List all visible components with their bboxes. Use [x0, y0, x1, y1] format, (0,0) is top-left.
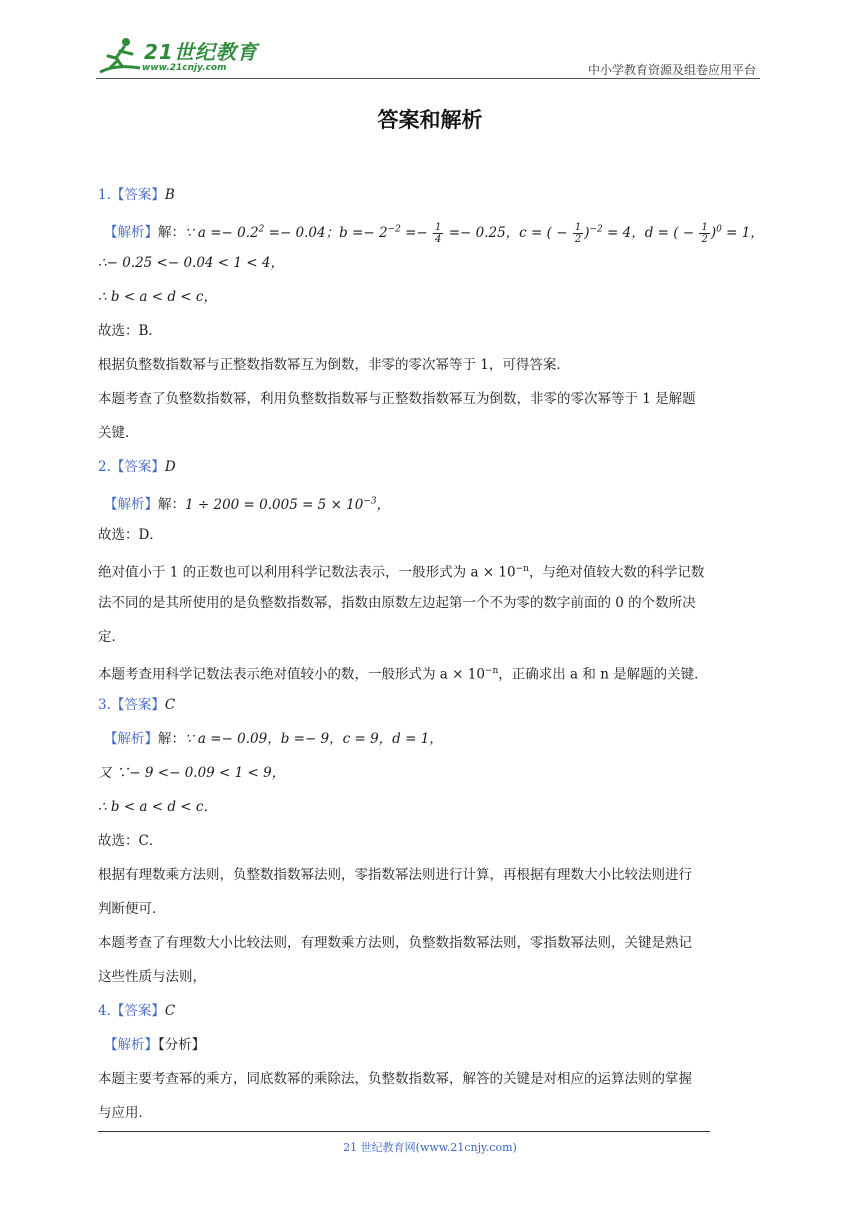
text-line: 本题考查了有理数大小比较法则，有理数乘方法则，负整数指数幂法则，零指数幂法则，关键是熟记	[98, 935, 692, 951]
question-2-answer: 2.【答案】D	[98, 459, 176, 475]
text-line: 关键．	[98, 425, 139, 441]
site-logo	[96, 34, 266, 78]
logo-url: www.21cnjy.com	[142, 63, 227, 73]
text-line: 本题考查了负整数指数幂，利用负整数指数幂与正整数指数幂互为倒数，非零的零次幂等于 1 是解题	[98, 391, 696, 407]
question-4-analysis: 【解析】【分析】	[104, 1037, 206, 1053]
text-line: 定．	[98, 629, 125, 645]
fraction: $\frac{1}{2}$	[574, 221, 582, 245]
text-line: 判断便可．	[98, 901, 166, 917]
question-1-answer: 1.【答案】B	[98, 187, 175, 203]
text-line: 本题考查用科学记数法表示绝对值较小的数，一般形式为 $a \times 10^{-n}$，正确求出 a 和 n 是解题的关键．	[98, 666, 708, 683]
fraction: $\frac{1}{2}$	[701, 221, 708, 245]
text-line: 根据负整数指数幂与正整数指数幂互为倒数，非零的零次幂等于 1，可得答案．	[98, 357, 570, 373]
runner-logo-icon	[96, 34, 144, 78]
text-line: 根据有理数乘方法则，负整数指数幂法则，零指数幂法则进行计算，再根据有理数大小比较法则进行	[98, 867, 692, 883]
text-line: 故选：C．	[98, 833, 163, 849]
question-1-analysis: 【解析】解：∵ $a =- 0.2^2 =- 0.04$；$b =- 2^{-2}$ =− $\frac{1}{4}$ =− 0.25，c = ( − $\frac{1}{2}$ )$^{-2}$ = 4，d = ( − $\frac{1}{2}$ )$^0$ = 1，	[104, 221, 764, 245]
platform-name: 中小学教育资源及组卷应用平台	[587, 63, 756, 77]
text-line: ∴ b < a < d < c，	[98, 289, 217, 305]
header-divider	[96, 78, 760, 79]
text-line: ∴ b < a < d < c．	[98, 799, 217, 815]
text-line: 故选：D．	[98, 527, 163, 543]
question-2-analysis: 【解析】解：$1 \div 200 = 0.005 = 5 \times 10^{-3}$，	[104, 496, 391, 513]
fraction: $\frac{1}{4}$	[435, 221, 442, 245]
text-line: 故选：B．	[98, 323, 162, 339]
question-4-answer: 4.【答案】C	[98, 1003, 176, 1019]
question-3-answer: 3.【答案】C	[98, 697, 176, 713]
footer-text: 21 世纪教育网(www.21cnjy.com)	[343, 1141, 517, 1154]
text-line: 本题主要考查幂的乘方，同底数幂的乘除法，负整数指数幂，解答的关键是对相应的运算法则的掌握	[98, 1071, 692, 1087]
footer-divider	[98, 1131, 710, 1132]
text-line: 又 ∵− 9 <− 0.09 < 1 < 9，	[98, 765, 286, 781]
logo-text: 21世纪教育	[144, 40, 258, 64]
text-line: ∴− 0.25 <− 0.04 < 1 < 4，	[98, 255, 284, 271]
answer-content	[98, 178, 762, 1130]
page-header	[96, 34, 756, 78]
page-title: 答案和解析	[377, 108, 483, 132]
text-line: 绝对值小于 1 的正数也可以利用科学记数法表示，一般形式为 $a \times 10^{-n}$，与绝对值较大数的科学记数	[98, 564, 705, 581]
question-3-analysis: 【解析】解：∵ a =− 0.09，b =− 9，c = 9，d = 1，	[104, 731, 443, 747]
text-line: 与应用．	[98, 1105, 152, 1121]
text-line: 法不同的是其所使用的是负整数指数幂，指数由原数左边起第一个不为零的数字前面的 0 的个数所决	[98, 595, 696, 611]
text-line: 这些性质与法则，	[98, 969, 206, 985]
